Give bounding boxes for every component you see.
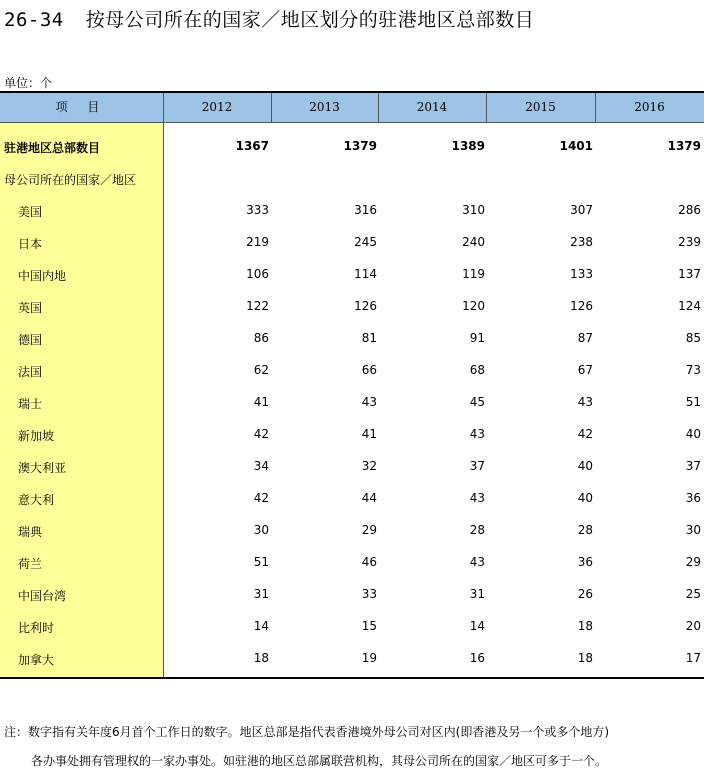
header-item: 项 目 xyxy=(55,100,108,114)
table-cell: 46 xyxy=(361,555,377,569)
table-cell: 18 xyxy=(577,619,593,633)
table-cell: 66 xyxy=(361,363,377,377)
table-cell: 14 xyxy=(253,619,269,633)
total-cell: 1367 xyxy=(235,139,269,153)
table-cell: 219 xyxy=(246,235,269,249)
table-cell: 40 xyxy=(577,459,593,473)
table-cell: 43 xyxy=(469,491,485,505)
total-cell: 1379 xyxy=(667,139,701,153)
table-cell: 36 xyxy=(577,555,593,569)
footnote-line-1: 注：数字指有关年度6月首个工作日的数字。地区总部是指代表香港境外母公司对区内(即香港及另一个或多个地方) xyxy=(4,725,610,739)
table-cell: 81 xyxy=(361,331,377,345)
table-cell: 14 xyxy=(469,619,485,633)
header-year: 2016 xyxy=(634,100,665,114)
table-cell: 286 xyxy=(678,203,701,217)
table-cell: 42 xyxy=(577,427,593,441)
table-cell: 42 xyxy=(253,427,269,441)
country-label: 比利时 xyxy=(18,621,55,635)
table-cell: 51 xyxy=(685,395,701,409)
table-cell: 40 xyxy=(685,427,701,441)
table-cell: 31 xyxy=(253,587,269,601)
page-title xyxy=(4,5,534,32)
header-year: 2015 xyxy=(525,100,556,114)
header-year: 2013 xyxy=(309,100,340,114)
country-label: 加拿大 xyxy=(18,653,55,667)
table-cell: 114 xyxy=(354,267,377,281)
table-cell: 25 xyxy=(685,587,701,601)
table-cell: 238 xyxy=(570,235,593,249)
country-label: 新加坡 xyxy=(18,429,55,443)
table-cell: 67 xyxy=(577,363,593,377)
table-bottom-rule xyxy=(0,677,704,679)
country-label: 德国 xyxy=(18,333,43,347)
table-cell: 245 xyxy=(354,235,377,249)
table-cell: 85 xyxy=(685,331,701,345)
table-cell: 45 xyxy=(469,395,485,409)
total-row-label: 驻港地区总部数目 xyxy=(4,141,101,155)
table-cell: 51 xyxy=(253,555,269,569)
table-cell: 26 xyxy=(577,587,593,601)
total-cell: 1379 xyxy=(343,139,377,153)
table-cell: 28 xyxy=(577,523,593,537)
table-cell: 37 xyxy=(469,459,485,473)
table-cell: 36 xyxy=(685,491,701,505)
table-cell: 41 xyxy=(361,427,377,441)
table-cell: 15 xyxy=(361,619,377,633)
table-cell: 16 xyxy=(469,651,485,665)
group-label: 母公司所在的国家／地区 xyxy=(4,173,137,187)
table-cell: 133 xyxy=(570,267,593,281)
table-cell: 126 xyxy=(570,299,593,313)
table-cell: 18 xyxy=(253,651,269,665)
country-label: 美国 xyxy=(18,205,43,219)
header-year: 2014 xyxy=(416,100,448,114)
table-cell: 106 xyxy=(246,267,269,281)
table-cell: 31 xyxy=(469,587,485,601)
table-cell: 43 xyxy=(361,395,377,409)
table-cell: 91 xyxy=(469,331,485,345)
table-cell: 41 xyxy=(253,395,269,409)
header-year: 2012 xyxy=(201,100,233,114)
table-cell: 62 xyxy=(253,363,269,377)
table-cell: 307 xyxy=(570,203,593,217)
country-label: 瑞典 xyxy=(18,525,43,539)
table-cell: 28 xyxy=(469,523,485,537)
table-cell: 333 xyxy=(246,203,269,217)
table-cell: 30 xyxy=(253,523,269,537)
table-cell: 33 xyxy=(361,587,377,601)
country-label: 日本 xyxy=(18,237,43,251)
table-cell: 43 xyxy=(469,427,485,441)
table-cell: 240 xyxy=(462,235,485,249)
table-cell: 68 xyxy=(469,363,485,377)
country-label: 澳大利亚 xyxy=(18,461,67,475)
unit-label: 单位：个 xyxy=(4,76,53,90)
country-label: 中国内地 xyxy=(18,269,67,283)
country-label: 中国台湾 xyxy=(18,589,67,603)
table-cell: 73 xyxy=(685,363,701,377)
table-cell: 316 xyxy=(354,203,377,217)
table-cell: 87 xyxy=(577,331,593,345)
footnote-line-2: 各办事处拥有管理权的一家办事处。如驻港的地区总部属联营机构，其母公司所在的国家／地区可多于一个。 xyxy=(31,754,608,768)
table-cell: 124 xyxy=(678,299,701,313)
country-label: 意大利 xyxy=(18,493,55,507)
country-label: 荷兰 xyxy=(18,557,43,571)
table-cell: 32 xyxy=(361,459,377,473)
table-cell: 126 xyxy=(354,299,377,313)
country-label: 瑞士 xyxy=(18,397,43,411)
table-cell: 17 xyxy=(685,651,701,665)
country-label: 法国 xyxy=(18,365,43,379)
table-cell: 43 xyxy=(469,555,485,569)
table-cell: 310 xyxy=(462,203,485,217)
table-cell: 34 xyxy=(253,459,269,473)
table-cell: 119 xyxy=(462,267,485,281)
label-column-divider xyxy=(163,123,164,677)
table-cell: 19 xyxy=(361,651,377,665)
country-label: 英国 xyxy=(18,301,43,315)
table-cell: 122 xyxy=(246,299,269,313)
table-cell: 40 xyxy=(577,491,593,505)
table-cell: 18 xyxy=(577,651,593,665)
table-cell: 37 xyxy=(685,459,701,473)
table-cell: 30 xyxy=(685,523,701,537)
table-cell: 137 xyxy=(678,267,701,281)
total-cell: 1389 xyxy=(451,139,485,153)
table-cell: 20 xyxy=(685,619,701,633)
total-cell: 1401 xyxy=(559,139,593,153)
table-cell: 43 xyxy=(577,395,593,409)
table-cell: 239 xyxy=(678,235,701,249)
table-cell: 29 xyxy=(685,555,701,569)
table-number: 26-34 xyxy=(4,9,64,31)
table-title: 按母公司所在的国家／地区划分的驻港地区总部数目 xyxy=(85,9,535,31)
table-cell: 42 xyxy=(253,491,269,505)
table-cell: 86 xyxy=(253,331,269,345)
table-cell: 29 xyxy=(361,523,377,537)
table-cell: 44 xyxy=(361,491,377,505)
table-cell: 120 xyxy=(462,299,485,313)
